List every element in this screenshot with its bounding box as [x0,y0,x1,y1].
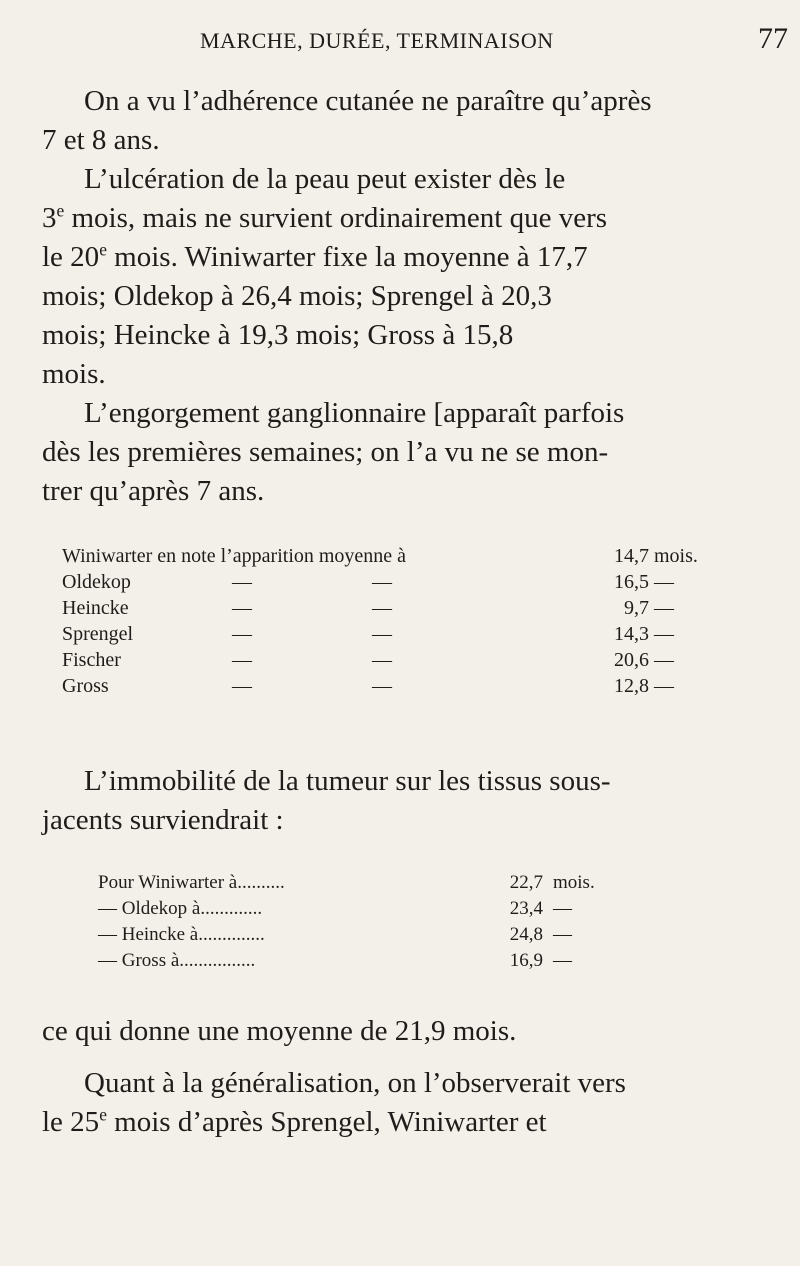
ditto-mark: — [553,898,572,919]
table-value: 24,8 [509,924,543,945]
text-line: mois; Oldekop à 26,4 mois; Sprengel à 20,3 [42,280,552,312]
text-segment: mois d’après Sprengel, Winiwarter et [106,1106,547,1138]
paragraph-moyenne [42,1012,762,1051]
text-line: mois; Heincke à 19,3 mois; Gross à 15,8 [42,319,514,351]
text-line: mois. [42,358,106,390]
page-header [0,22,800,62]
table-author: Fischer [62,649,121,671]
table-row-text: Winiwarter en note l’apparition moyenne à [62,545,407,567]
ditto-mark: — [553,950,572,971]
ditto-mark: — [232,597,252,619]
paragraph-adherence [42,82,762,160]
ditto-mark: — [232,649,252,671]
table-value: 16,5 [614,571,649,593]
superscript: e [56,200,65,221]
text-segment: mois, mais ne survient ordinairement que vers [64,202,608,234]
table-row [62,623,742,649]
table-row [98,950,698,976]
ganglion-onset-table [62,545,742,701]
table-value: 22,7 [509,872,543,893]
table-unit: mois. [654,545,698,567]
table-value: 23,4 [509,898,543,919]
paragraph-immobilite [42,762,762,840]
table-row [98,924,698,950]
ditto-mark: — [654,571,674,593]
paragraph-ulceration [42,160,762,394]
running-head: MARCHE, DURÉE, TERMINAISON [200,28,554,53]
ditto-mark: — [372,597,392,619]
table-value: 9,7 [624,597,649,619]
page-number: 77 [758,22,788,55]
text-line [42,199,762,238]
text-line [42,238,762,277]
table-value: 16,9 [509,950,543,971]
text-line: 7 et 8 ans. [42,124,160,156]
text-segment: mois. Winiwarter fixe la moyenne à 17,7 [106,241,588,273]
ditto-mark: — [232,623,252,645]
table-row [62,675,742,701]
text-segment: 3 [42,202,57,234]
paragraph-generalisation [42,1064,762,1142]
table-value: 20,6 [614,649,649,671]
ditto-mark: — [654,649,674,671]
text-segment: le 20 [42,241,100,273]
text-line: ce qui donne une moyenne de 21,9 mois. [42,1015,517,1047]
table-value: 14,7 [614,545,649,567]
text-segment: le 25 [42,1106,100,1138]
text-line: L’engorgement ganglionnaire [apparaît parfois [84,397,625,429]
paragraph-engorgement [42,394,762,511]
table-author: Oldekop [62,571,131,593]
table-row [62,649,742,675]
text-line: trer qu’après 7 ans. [42,475,265,507]
ditto-mark: — [654,623,674,645]
text-line: L’ulcération de la peau peut exister dès le [84,163,566,195]
table-author: Gross [62,675,109,697]
table-row [98,872,698,898]
ditto-mark: — [372,675,392,697]
ditto-mark: — [654,675,674,697]
table-author: Heincke [62,597,129,619]
table-label: — Heincke à.............. [98,924,265,945]
ditto-mark: — [232,675,252,697]
text-line [42,1103,762,1142]
text-line: On a vu l’adhérence cutanée ne paraître qu’après [84,85,652,117]
table-label: Pour Winiwarter à.......... [98,872,285,893]
ditto-mark: — [372,649,392,671]
table-row [62,571,742,597]
ditto-mark: — [232,571,252,593]
ditto-mark: — [372,623,392,645]
text-line: dès les premières semaines; on l’a vu ne se mon- [42,436,609,468]
table-value: 12,8 [614,675,649,697]
table-label: — Oldekop à............. [98,898,263,919]
table-label: — Gross à................ [98,950,256,971]
table-row [98,898,698,924]
ditto-mark: — [372,571,392,593]
text-line: jacents surviendrait : [42,804,284,836]
text-line: L’immobilité de la tumeur sur les tissus sous- [84,765,611,797]
table-author: Sprengel [62,623,134,645]
ditto-mark: — [654,597,674,619]
immobility-table [98,872,698,976]
table-value: 14,3 [614,623,649,645]
table-row [62,597,742,623]
table-row [62,545,742,571]
ditto-mark: — [553,924,572,945]
text-line: Quant à la généralisation, on l’observerait vers [84,1067,626,1099]
superscript: e [99,239,107,260]
superscript: e [99,1104,107,1125]
table-unit: mois. [553,872,595,893]
